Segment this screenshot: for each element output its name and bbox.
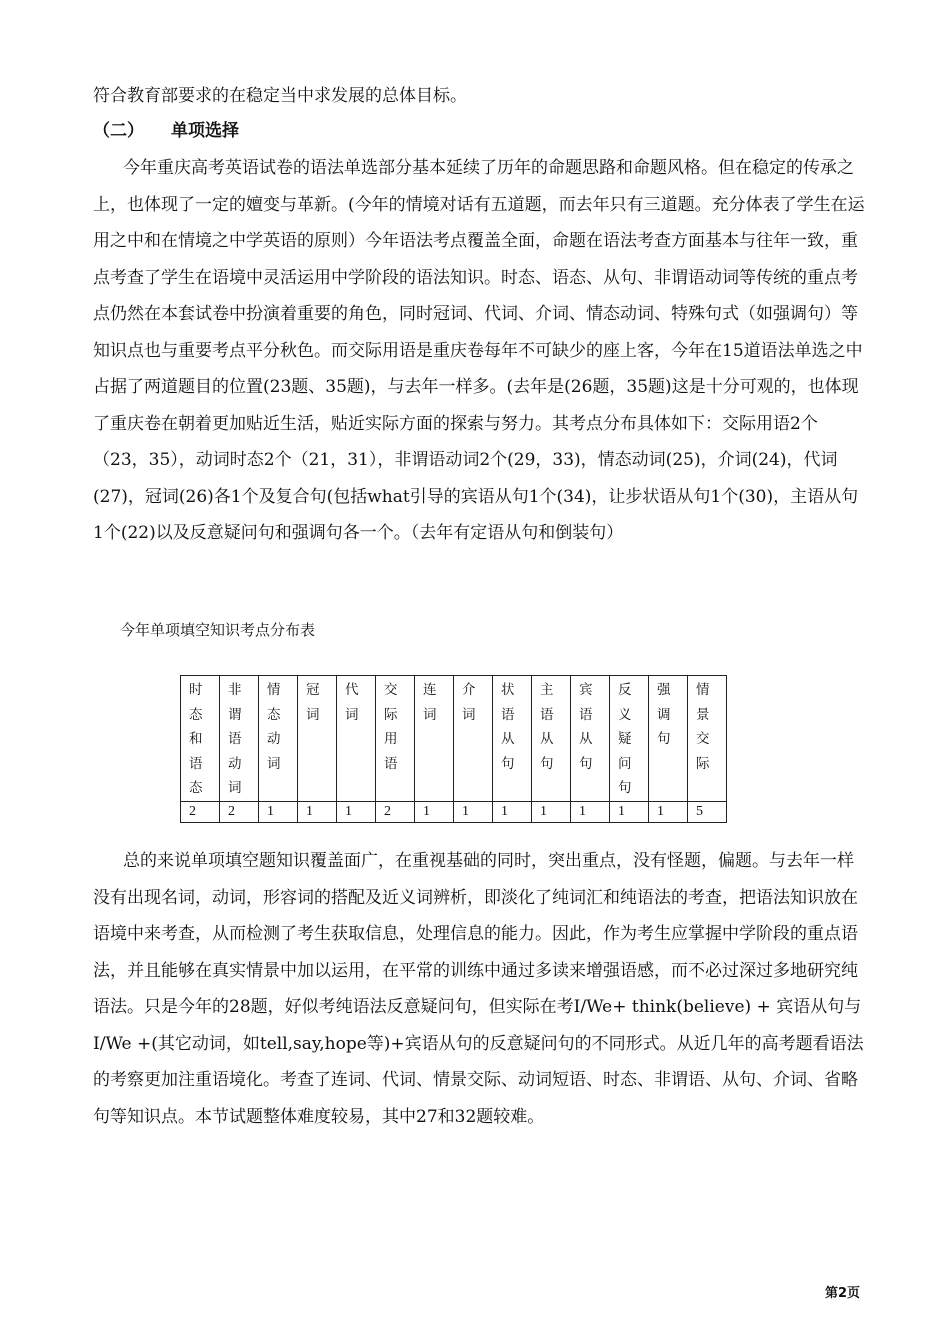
header-cell: 情态动词 [259,676,298,802]
header-cell: 非谓语动词 [220,676,259,802]
table-count-row [181,801,727,822]
count-cell: 2 [220,801,259,822]
count-cell: 2 [376,801,415,822]
section-heading [93,116,239,146]
paragraph-1: 今年重庆高考英语试卷的语法单选部分基本延续了历年的命题思路和命题风格。但在稳定的传承之上，也体现了一定的嬗变与革新。(今年的情境对话有五道题，而去年只有三道题。充分体表了学生在运用之中和在情境之中学英语的原则）今年语法考点覆盖全面，命题在语法考查方面基本与往年一致，重点考查了学生在语境中灵活运用中学阶段的语法知识。时态、语态、从句、非谓语动词等传统的重点考点仍然在本套试卷中扮演着重要的角色，同时冠词、代词、介词、情态动词、特殊句式（如强调句）等知识点也与重要考点平分秋色。而交际用语是重庆卷每年不可缺少的座上客，今年在15道语法单选之中占据了两道题目的位置(23题、35题)，与去年一样多。(去年是(26题，35题)这是十分可观的，也体现了重庆卷在朝着更加贴近生活，贴近实际方面的探索与努力。其考点分布具体如下：交际用语2个（23，35），动词时态2个（21，31），非谓语动词2个(29，33)，情态动词(25)，介词(24)，代词(27)，冠词(26)各1个及复合句(包括what引导的宾语从句1个(34)，让步状语从句1个(30)，主语从句1个(22)以及反意疑问句和强调句各一个。（去年有定语从句和倒装句） [93,158,865,543]
header-cell: 宾语从句 [571,676,610,802]
count-cell: 1 [493,801,532,822]
section-title: 单项选择 [171,121,239,141]
count-cell: 1 [415,801,454,822]
count-cell: 1 [454,801,493,822]
page-number: 第2页 [824,1286,860,1301]
table-header-row [181,676,727,802]
knowledge-point-table [180,675,727,823]
header-cell: 反义疑问句 [610,676,649,802]
header-cell: 冠词 [298,676,337,802]
header-cell: 状语从句 [493,676,532,802]
intro-line: 符合教育部要求的在稳定当中求发展的总体目标。 [93,86,467,106]
header-cell: 时态和语态 [181,676,220,802]
section-number: （二） [93,121,144,141]
count-cell: 2 [181,801,220,822]
count-cell: 1 [571,801,610,822]
header-cell: 强调句 [649,676,688,802]
count-cell: 1 [337,801,376,822]
count-cell: 1 [259,801,298,822]
count-cell: 1 [532,801,571,822]
count-cell: 1 [610,801,649,822]
table-caption: 今年单项填空知识考点分布表 [120,621,316,639]
header-cell: 代词 [337,676,376,802]
header-cell: 主语从句 [532,676,571,802]
header-cell: 交际用语 [376,676,415,802]
header-cell: 介词 [454,676,493,802]
count-cell: 1 [298,801,337,822]
paragraph-2: 总的来说单项填空题知识覆盖面广，在重视基础的同时，突出重点，没有怪题，偏题。与去年一样没有出现名词，动词，形容词的搭配及近义词辨析，即淡化了纯词汇和纯语法的考查，把语法知识放在语境中来考查，从而检测了考生获取信息，处理信息的能力。因此，作为考生应掌握中学阶段的重点语法，并且能够在真实情景中加以运用，在平常的训练中通过多读来增强语感，而不必过深过多地研究纯语法。只是今年的28题，好似考纯语法反意疑问句，但实际在考I/We+ think(believe) + 宾语从句与I/We +(其它动词，如tell,say,hope等)+宾语从句的反意疑问句的不同形式。从近几年的高考题看语法的考察更加注重语境化。考查了连词、代词、情景交际、动词短语、时态、非谓语、从句、介词、省略句等知识点。本节试题整体难度较易，其中27和32题较难。 [93,851,864,1127]
count-cell: 1 [649,801,688,822]
count-cell: 5 [688,801,727,822]
header-cell: 连词 [415,676,454,802]
header-cell: 情景交际 [688,676,727,802]
